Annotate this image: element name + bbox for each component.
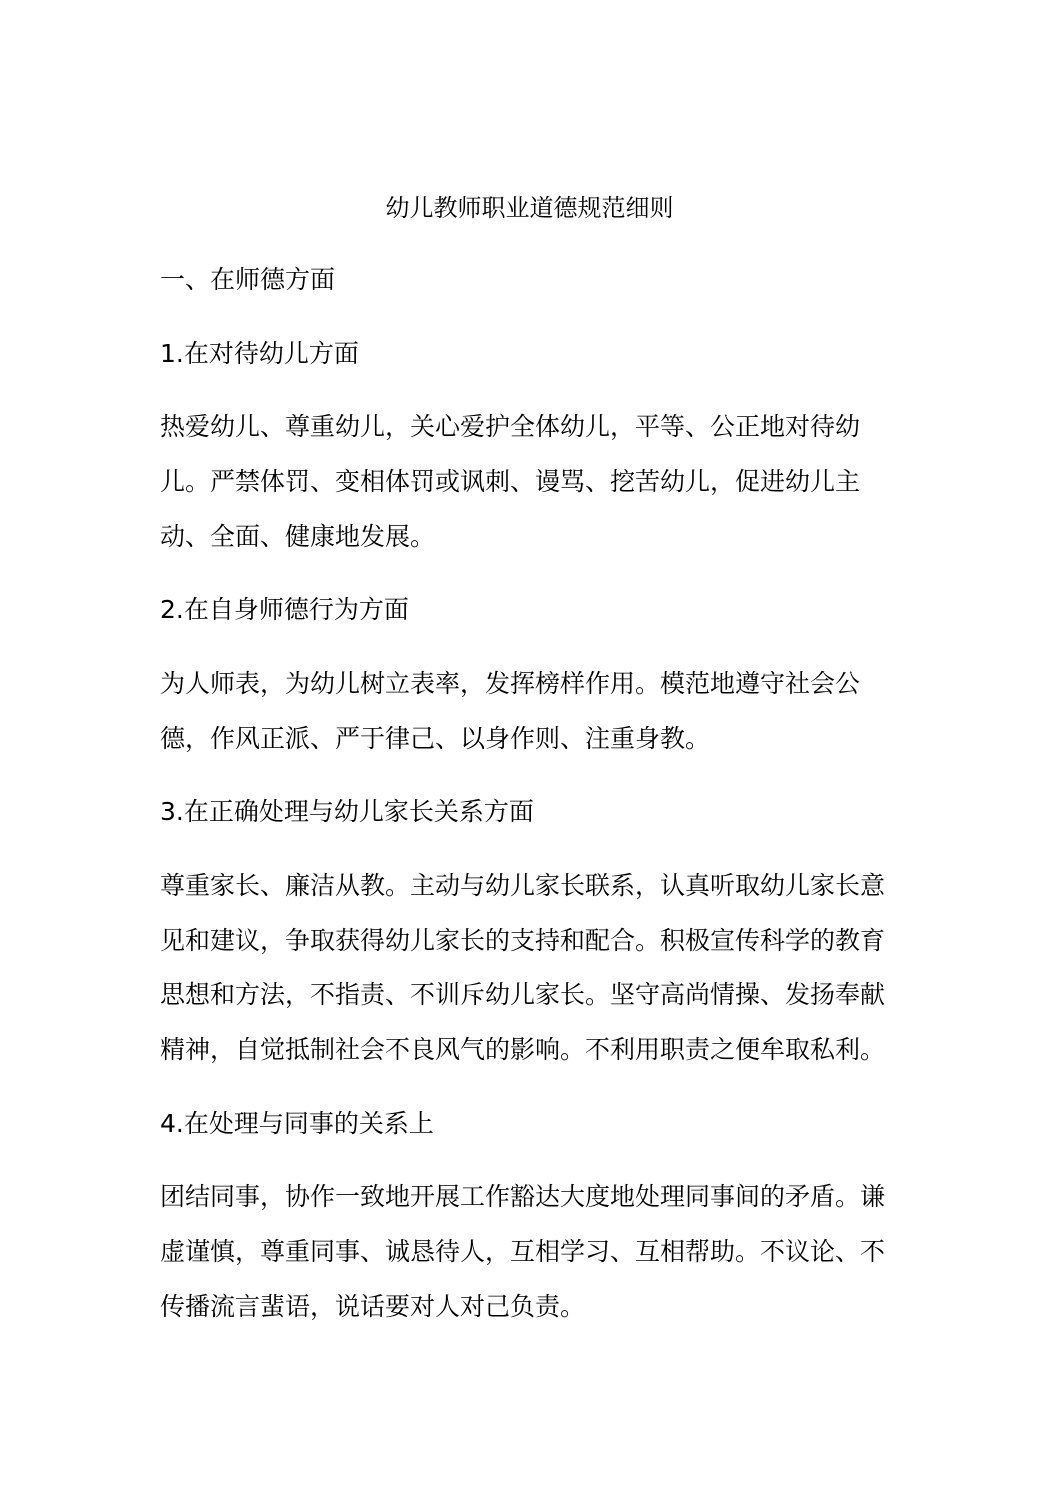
item-2-heading: 2.在自身师德行为方面 xyxy=(160,595,409,624)
item-2-line-2: 德，作风正派、严于律己、以身作则、注重身教。 xyxy=(160,724,711,753)
item-3-line-3: 思想和方法，不指责、不训斥幼儿家长。坚守高尚情操、发扬奉献 xyxy=(160,980,886,1009)
item-2-line-1: 为人师表，为幼儿树立表率，发挥榜样作用。模范地遵守社会公 xyxy=(160,669,861,698)
item-3-heading: 3.在正确处理与幼儿家长关系方面 xyxy=(160,797,534,826)
item-4-line-1: 团结同事，协作一致地开展工作豁达大度地处理同事间的矛盾。谦 xyxy=(160,1182,886,1211)
item-4-line-3: 传播流言蜚语，说话要对人对己负责。 xyxy=(160,1292,586,1321)
item-1-line-2: 儿。严禁体罚、变相体罚或讽刺、谩骂、挖苦幼儿，促进幼儿主 xyxy=(160,467,861,496)
document-title: 幼儿教师职业道德规范细则 xyxy=(385,194,674,222)
item-4-heading: 4.在处理与同事的关系上 xyxy=(160,1109,434,1138)
item-1-line-3: 动、全面、健康地发展。 xyxy=(160,522,436,551)
item-3-line-4: 精神，自觉抵制社会不良风气的影响。不利用职责之便牟取私利。 xyxy=(160,1035,886,1064)
item-1-heading: 1.在对待幼儿方面 xyxy=(160,339,359,368)
item-3-line-2: 见和建议，争取获得幼儿家长的支持和配合。积极宣传科学的教育 xyxy=(160,926,886,955)
item-4-line-2: 虚谨慎，尊重同事、诚恳待人，互相学习、互相帮助。不议论、不 xyxy=(160,1237,886,1266)
item-3-line-1: 尊重家长、廉洁从教。主动与幼儿家长联系，认真听取幼儿家长意 xyxy=(160,871,886,900)
section-heading: 一、在师德方面 xyxy=(160,265,336,294)
item-1-line-1: 热爱幼儿、尊重幼儿，关心爱护全体幼儿，平等、公正地对待幼 xyxy=(160,412,861,441)
